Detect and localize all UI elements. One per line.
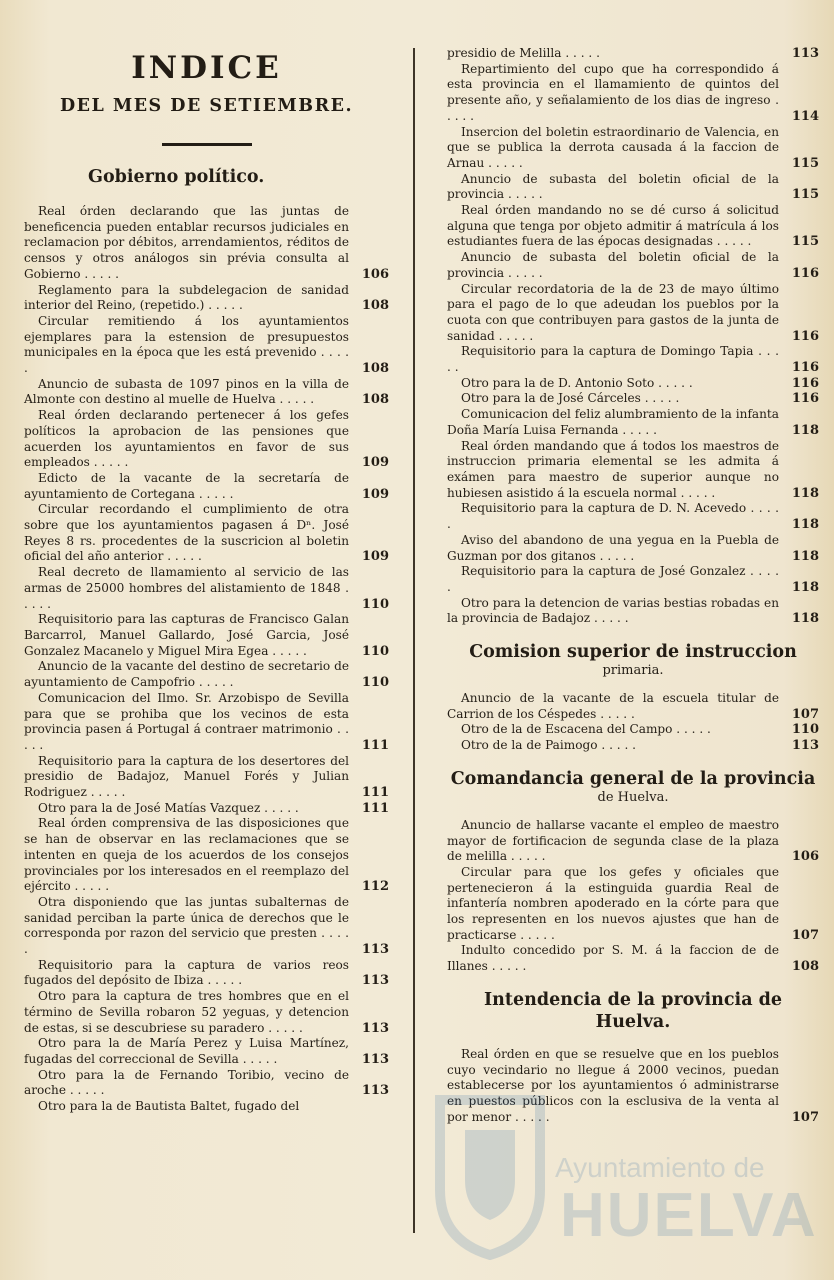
entry-page-number: 116 (791, 375, 819, 391)
section-subtitle-comandancia: de Huelva. (597, 789, 669, 805)
index-entry: Requisitorio para las capturas de Francisco Galan Barcarrol, Manuel Gallardo, José Garcia, José Gonzalez Macanelo y Miguel Mira Egea . . . . . 110 (24, 612, 389, 659)
entry-text: Otro para la captura de tres hombres que en el término de Sevilla robaron 52 yeguas, y detencion de estas, si se descubriese su paradero (24, 989, 349, 1035)
entry-page-number: 115 (791, 155, 819, 171)
index-entry: Comunicacion del Ilmo. Sr. Arzobispo de Sevilla para que se prohiba que los vecinos de esta provincia pasen á Portugal á contraer matrimonio . . . . . 111 (24, 690, 389, 753)
index-entry: Requisitorio para la captura de Domingo Tapia . . . . . 116 (447, 344, 819, 376)
entry-text: Comunicacion del Ilmo. Sr. Arzobispo de Sevilla para que se prohiba que los vecinos de esta provincia pasen á Portugal á contraer matrimonio (24, 690, 349, 737)
entry-page-number: 118 (791, 485, 819, 501)
entry-page-number: 118 (791, 579, 819, 595)
index-entry: Circular remitiendo á los ayuntamientos ejemplares para la estension de presupuestos municipales en la época que les está prevenido . . . . . 108 (24, 313, 389, 377)
left-column (24, 40, 389, 1115)
title-rule (162, 143, 252, 146)
entry-text: Repartimiento del cupo que ha correspondido á esta provincia en el llamamiento de quintos del presente año, y señalamiento de los dias de ingreso (447, 61, 779, 108)
entry-page-number: 113 (361, 973, 389, 989)
index-entry: Edicto de la vacante de la secretaría de ayuntamiento de Cortegana . . . . . 109 (24, 470, 389, 502)
index-entry: Circular recordando el cumplimiento de otra sobre que los ayuntamientos pagasen á Dⁿ. José Reyes 8 rs. procedentes de la suscricion al boletin oficial del año anterior . . . . . 109 (24, 502, 389, 565)
index-entry: presidio de Melilla . . . . . 113 (447, 46, 819, 61)
index-entry: Requisitorio para la captura de José Gonzalez . . . . . 118 (447, 564, 819, 595)
entry-text: Requisitorio para las capturas de Francisco Galan Barcarrol, Manuel Gallardo, José Garcia, José Gonzalez Macanelo y Miguel Mira Egea (24, 612, 349, 658)
entry-page-number: 107 (791, 706, 819, 722)
intendencia-entries (447, 1047, 819, 1126)
entry-text: Otro para la de Fernando Toribio, vecino de aroche (24, 1067, 349, 1098)
section-subtitle-comision: primaria. (602, 663, 664, 679)
entry-text: Anuncio de hallarse vacante el empleo de maestro mayor de fortificacion de segunda clase de la plaza de melilla (447, 817, 779, 864)
entry-text: Circular recordatoria de la de 23 de mayo último para el pago de lo que adeudan los pueblos por la cuota con que contribuyen para gastos de la junta de sanidad (447, 281, 779, 343)
entry-text: Otra disponiendo que las juntas subalternas de sanidad perciban la parte única de derechos que le corresponda por razon del servicio que presten (24, 894, 349, 941)
index-title: INDICE (131, 50, 282, 86)
index-entry: Otro para la de D. Antonio Soto . . . . . 116 (461, 375, 819, 391)
entry-page-number: 118 (791, 611, 819, 627)
entry-page-number: 109 (361, 455, 389, 471)
entry-text: Anuncio de la vacante del destino de secretario de ayuntamiento de Campofrio (24, 659, 349, 690)
entry-page-number: 106 (791, 849, 819, 865)
entry-page-number: 110 (361, 596, 389, 612)
index-entry: Otro de la de Escacena del Campo . . . . . 110 (461, 722, 819, 738)
section-title-comandancia: Comandancia general de la provincia (450, 768, 816, 789)
entry-text: Edicto de la vacante de la secretaría de ayuntamiento de Cortegana (24, 470, 349, 501)
entry-text: Requisitorio para la captura de D. N. Acevedo (461, 501, 747, 516)
entry-text: Otro para la de Bautista Baltet, fugado del (38, 1099, 300, 1114)
index-entry: Repartimiento del cupo que ha correspondido á esta provincia en el llamamiento de quintos del presente año, y señalamiento de los dias de ingreso . . . . . 114 (447, 61, 819, 124)
entry-text: Circular para que los gefes y oficiales que pertenecieron á la estinguida guardia Real de infantería nombren apoderado en la córte para que los representen en los nuevos ajustes que han de practicarse (447, 864, 779, 942)
index-entry: Otro para la captura de tres hombres que en el término de Sevilla robaron 52 yeguas, y detencion de estas, si se descubriese su paradero . . . . . 113 (24, 989, 389, 1036)
entry-text: presidio de Melilla (447, 46, 562, 60)
index-entry: Real órden declarando pertenecer á los gefes políticos la aprobacion de las pensiones que acuerden los ayuntamientos en favor de sus empleados . . . . . 109 (24, 408, 389, 471)
entry-text: Circular recordando el cumplimiento de otra sobre que los ayuntamientos pagasen á Dⁿ. José Reyes 8 rs. procedentes de la suscricion al boletin oficial del año anterior (24, 502, 349, 564)
index-entry: Requisitorio para la captura de los desertores del presidio de Badajoz, Manuel Forés y Julian Rodriguez . . . . . 111 (24, 753, 389, 801)
entry-page-number: 118 (791, 517, 819, 533)
entry-text: Real decreto de llamamiento al servicio de las armas de 25000 hombres del alistamiento de 1848 (24, 565, 349, 595)
entry-text: Requisitorio para la captura de los desertores del presidio de Badajoz, Manuel Forés y Julian Rodriguez (24, 753, 349, 800)
index-entry: Anuncio de hallarse vacante el empleo de maestro mayor de fortificacion de segunda clase de la plaza de melilla . . . . . 106 (447, 817, 819, 865)
entry-page-number: 111 (361, 737, 389, 753)
index-entry: Real órden comprensiva de las disposiciones que se han de observar en las reclamaciones que se intenten en queja de los acuerdos de los consejos provinciales por los interesados en el reemplazo del ejército . . . . . 112 (24, 816, 389, 895)
entry-text: Real órden mandando no se dé curso á solicitud alguna que tenga por objeto admitir á matrícula á los estudiantes fuera de las épocas designadas (447, 203, 779, 249)
section-title-gobierno: Gobierno político. (88, 167, 265, 187)
entry-page-number: 108 (791, 959, 819, 975)
entry-page-number: 113 (361, 942, 389, 958)
entry-text: Anuncio de la vacante de la escuela titular de Carrion de los Céspedes (447, 691, 779, 721)
index-entry: Real órden mandando no se dé curso á solicitud alguna que tenga por objeto admitir á matrícula á los estudiantes fuera de las épocas designadas . . . . . 115 (447, 203, 819, 250)
entry-page-number: 118 (791, 422, 819, 438)
entry-page-number: 106 (361, 266, 389, 282)
entry-text: Insercion del boletin estraordinario de Valencia, en que se publica la derrota causada á la faccion de Arnau (447, 124, 779, 170)
entry-page-number: 115 (791, 234, 819, 250)
entry-page-number: 112 (361, 879, 389, 895)
index-entry: Otro para la de José Cárceles . . . . . 116 (461, 391, 819, 407)
index-entry: Otro de la de Paimogo . . . . . 113 (461, 738, 819, 754)
entry-page-number: 108 (361, 392, 389, 408)
index-entry: Anuncio de subasta del boletin oficial de la provincia . . . . . 116 (447, 250, 819, 281)
entry-page-number: 107 (791, 1109, 819, 1125)
index-entry: Anuncio de subasta del boletin oficial de la provincia . . . . . 115 (447, 171, 819, 203)
entry-text: Real órden comprensiva de las disposiciones que se han de observar en las reclamaciones que se intenten en queja de los acuerdos de los consejos provinciales por los interesados en el reemplazo del ejército (24, 816, 349, 894)
index-entry: Anuncio de la vacante del destino de secretario de ayuntamiento de Campofrio . . . . . 110 (24, 659, 389, 691)
entry-text: Otro para la de José Matías Vazquez (38, 800, 261, 815)
entry-text: Otro para la de María Perez y Luisa Martínez, fugadas del correccional de Sevilla (24, 1036, 349, 1066)
entry-text: Indulto concedido por S. M. á la faccion de de Illanes (447, 943, 779, 974)
entry-page-number: 110 (361, 643, 389, 659)
index-entry: Requisitorio para la captura de D. N. Acevedo . . . . . 118 (447, 501, 819, 533)
entry-page-number: 113 (791, 738, 819, 754)
index-entry: Otra disponiendo que las juntas subalternas de sanidad perciban la parte única de derechos que le corresponda por razon del servicio que presten . . . . . 113 (24, 894, 389, 958)
index-entry: Reglamento para la subdelegacion de sanidad interior del Reino, (repetido.) . . . . . 108 (24, 282, 389, 314)
entry-text: Otro de la de Paimogo (461, 738, 598, 753)
index-entry: Otro para la detencion de varias bestias robadas en la provincia de Badajoz . . . . . 118 (447, 595, 819, 627)
entry-text: Real órden declarando que las juntas de beneficencia pueden entablar recursos judiciales en reclamacion por débitos, arrendamientos, réditos de censos y otros análogos sin prévia consulta al Gobierno (24, 204, 349, 281)
entry-text: Otro para la de José Cárceles (461, 391, 641, 406)
entry-page-number: 113 (361, 1051, 389, 1067)
index-subtitle: DEL MES DE SETIEMBRE. (59, 96, 354, 116)
entry-text: Otro para la de D. Antonio Soto (461, 375, 655, 390)
entry-text: Requisitorio para la captura de José Gonzalez (461, 564, 746, 579)
entry-page-number: 110 (361, 675, 389, 691)
index-entry: Requisitorio para la captura de varios reos fugados del depósito de Ibiza . . . . . 113 (24, 957, 389, 989)
entry-text: Anuncio de subasta de 1097 pinos en la villa de Almonte con destino al muelle de Huelva (24, 376, 349, 407)
entry-text: Otro para la detencion de varias bestias robadas en la provincia de Badajoz (447, 595, 779, 626)
comandancia-entries (447, 818, 819, 975)
entry-page-number: 116 (791, 360, 819, 376)
entry-page-number: 114 (791, 108, 819, 124)
index-entry: Circular para que los gefes y oficiales que pertenecieron á la estinguida guardia Real de infantería nombren apoderado en la córte para que los representen en los nuevos ajustes que han de practicarse . . . . . 107 (447, 864, 819, 943)
index-entry: Comunicacion del feliz alumbramiento de la infanta Doña María Luisa Fernanda . . . . . 118 (447, 407, 819, 438)
index-entry: Circular recordatoria de la de 23 de mayo último para el pago de lo que adeudan los pueblos por la cuota con que contribuyen para gastos de la junta de sanidad . . . . . 116 (447, 281, 819, 344)
entry-text: Anuncio de subasta del boletin oficial de la provincia (447, 250, 779, 280)
index-entry: Otro para la de Fernando Toribio, vecino de aroche . . . . . 113 (24, 1067, 389, 1099)
index-entry: Anuncio de subasta de 1097 pinos en la villa de Almonte con destino al muelle de Huelva . . . . . 108 (24, 376, 389, 408)
entry-text: Real órden declarando pertenecer á los gefes políticos la aprobacion de las pensiones que acuerden los ayuntamientos en favor de sus empleados (24, 408, 349, 470)
entry-page-number: 113 (361, 1083, 389, 1099)
entry-text: Requisitorio para la captura de Domingo Tapia (461, 344, 754, 359)
column-divider (413, 48, 415, 1233)
entry-page-number: 107 (791, 927, 819, 943)
entry-text: Reglamento para la subdelegacion de sanidad interior del Reino, (repetido.) (24, 282, 349, 313)
index-entry (24, 1099, 389, 1115)
index-entry: Real órden en que se resuelve que en los pueblos cuyo vecindario no llegue á 2000 vecinos, puedan establecerse por los ayuntamientos ó administrarse en puestos públicos con la esclusiva de la venta al por menor . . . . . 107 (447, 1046, 819, 1125)
gobierno-entries (24, 204, 389, 1115)
entry-page-number: 116 (791, 265, 819, 281)
index-entry: Aviso del abandono de una yegua en la Puebla de Guzman por dos gitanos . . . . . 118 (447, 532, 819, 564)
entry-page-number: 118 (791, 548, 819, 564)
index-entry: Anuncio de la vacante de la escuela titular de Carrion de los Céspedes . . . . . 107 (447, 691, 819, 722)
entry-page-number: 109 (361, 549, 389, 565)
entry-text: Comunicacion del feliz alumbramiento de la infanta Doña María Luisa Fernanda (447, 407, 779, 437)
index-entry: Otro para la de María Perez y Luisa Martínez, fugadas del correccional de Sevilla . . . . . 113 (24, 1036, 389, 1067)
entry-text: Aviso del abandono de una yegua en la Puebla de Guzman por dos gitanos (447, 532, 779, 563)
entry-page-number: 108 (361, 298, 389, 314)
entry-page-number: 110 (791, 722, 819, 738)
index-entry: Insercion del boletin estraordinario de Valencia, en que se publica la derrota causada á la faccion de Arnau . . . . . 115 (447, 124, 819, 171)
entry-text: Real órden en que se resuelve que en los pueblos cuyo vecindario no llegue á 2000 vecinos, puedan establecerse por los ayuntamientos ó administrarse en puestos públicos con la esclusiva de la venta al por menor (447, 1046, 779, 1124)
watermark-line1: Ayuntamiento de (555, 1152, 765, 1183)
entry-text: Otro de la de Escacena del Campo (461, 722, 673, 737)
index-entry: Indulto concedido por S. M. á la faccion de de Illanes . . . . . 108 (447, 943, 819, 975)
entry-text: Circular remitiendo á los ayuntamientos ejemplares para la estension de presupuestos municipales en la época que les está prevenido (24, 313, 349, 360)
section-title-comision: Comision superior de instruccion (469, 642, 797, 663)
index-entry: Real órden declarando que las juntas de beneficencia pueden entablar recursos judiciales en reclamacion por débitos, arrendamientos, réditos de censos y otros análogos sin prévia consulta al Gobierno . . . . . 106 (24, 204, 389, 282)
right-column (447, 46, 819, 1125)
entry-page-number: 111 (361, 800, 389, 816)
index-entry: Real órden mandando que á todos los maestros de instruccion primaria elemental se les admita á exámen para maestro de superior aunque no hubiesen asistido á la escuela normal . . . . . 118 (447, 438, 819, 501)
comision-entries (447, 691, 819, 754)
entry-page-number: 113 (361, 1020, 389, 1036)
gobierno-entries-continued (447, 46, 819, 627)
entry-text: Anuncio de subasta del boletin oficial de la provincia (447, 171, 779, 202)
entry-page-number: 108 (361, 361, 389, 377)
entry-text: Requisitorio para la captura de varios reos fugados del depósito de Ibiza (24, 957, 349, 988)
section-title-intendencia: Intendencia de la provincia de Huelva. (484, 989, 782, 1032)
entry-text: Real órden mandando que á todos los maestros de instruccion primaria elemental se les admita á exámen para maestro de superior aunque no hubiesen asistido á la escuela normal (447, 438, 779, 500)
entry-page-number: 109 (361, 486, 389, 502)
entry-page-number: 116 (791, 328, 819, 344)
index-entry: Otro para la de José Matías Vazquez . . . . . 111 (38, 800, 389, 816)
entry-page-number: 113 (791, 46, 819, 61)
entry-page-number: 115 (791, 187, 819, 203)
entry-page-number: 116 (791, 391, 819, 407)
index-entry: Real decreto de llamamiento al servicio de las armas de 25000 hombres del alistamiento de 1848 . . . . . 110 (24, 565, 389, 612)
watermark-line2: HUELVA (560, 1181, 818, 1250)
entry-page-number: 111 (361, 785, 389, 801)
